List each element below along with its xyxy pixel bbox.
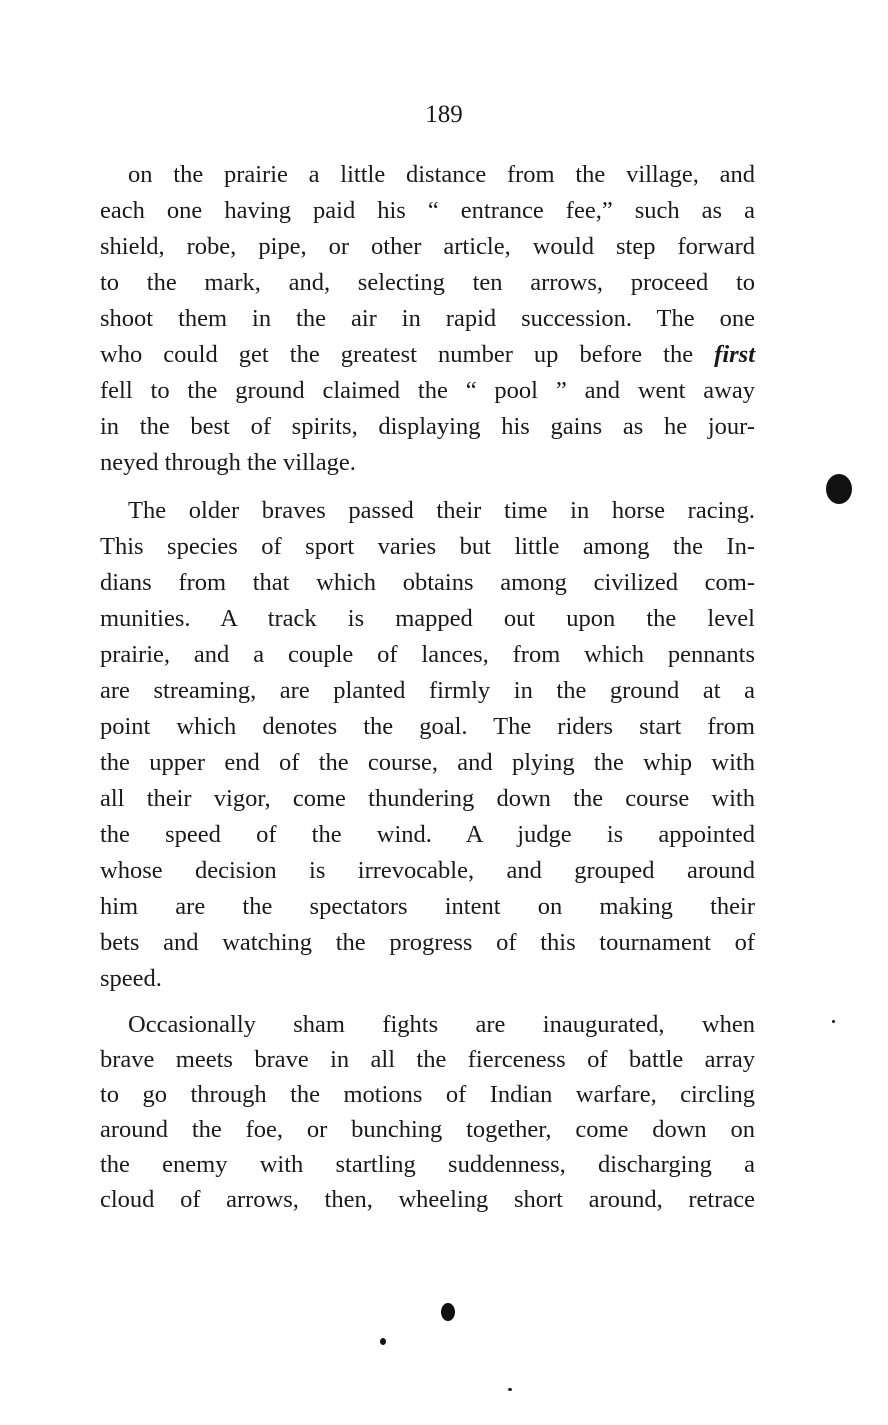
- ink-spot: [441, 1303, 455, 1321]
- ink-spot: [826, 474, 852, 504]
- text-line: bets and watching the progress of this tournament of: [100, 929, 755, 956]
- text-line: whose decision is irrevocable, and grouped around: [100, 857, 755, 884]
- text-line: cloud of arrows, then, wheeling short around, retrace: [100, 1186, 755, 1213]
- text-line: shield, robe, pipe, or other article, would step forward: [100, 233, 755, 260]
- text-line: dians from that which obtains among civilized com-: [100, 569, 755, 596]
- page-number: 189: [425, 101, 463, 128]
- text-line: around the foe, or bunching together, come down on: [100, 1116, 755, 1143]
- text-line: the upper end of the course, and plying the whip with: [100, 749, 755, 776]
- text-line: brave meets brave in all the fierceness of battle array: [100, 1046, 755, 1073]
- text-line: This species of sport varies but little among the In-: [100, 533, 755, 560]
- text-line: on the prairie a little distance from the village, and: [128, 161, 755, 188]
- text-line: the enemy with startling suddenness, discharging a: [100, 1151, 755, 1178]
- text-line: him are the spectators intent on making their: [100, 893, 755, 920]
- text-line: shoot them in the air in rapid succession. The one: [100, 305, 755, 332]
- text-line: The older braves passed their time in horse racing.: [128, 497, 755, 524]
- ink-spot: [508, 1388, 512, 1391]
- ink-spot: [380, 1338, 386, 1345]
- text-line: in the best of spirits, displaying his gains as he jour-: [100, 413, 755, 440]
- text-line: to the mark, and, selecting ten arrows, proceed to: [100, 269, 755, 296]
- text-line: neyed through the village.: [100, 449, 356, 476]
- text-line: who could get the greatest number up before the first: [100, 341, 755, 368]
- text-line: speed.: [100, 965, 162, 992]
- text-line: point which denotes the goal. The riders start from: [100, 713, 755, 740]
- text-line: to go through the motions of Indian warfare, circling: [100, 1081, 755, 1108]
- text-line: munities. A track is mapped out upon the level: [100, 605, 755, 632]
- text-line: all their vigor, come thundering down the course with: [100, 785, 755, 812]
- text-line: prairie, and a couple of lances, from which pennants: [100, 641, 755, 668]
- text-line: fell to the ground claimed the “ pool ” and went away: [100, 377, 755, 404]
- text-line: the speed of the wind. A judge is appointed: [100, 821, 755, 848]
- text-line: Occasionally sham fights are inaugurated, when: [128, 1011, 755, 1038]
- text-line: are streaming, are planted firmly in the ground at a: [100, 677, 755, 704]
- text-line: each one having paid his “ entrance fee,” such as a: [100, 197, 755, 224]
- ink-spot: [832, 1020, 835, 1023]
